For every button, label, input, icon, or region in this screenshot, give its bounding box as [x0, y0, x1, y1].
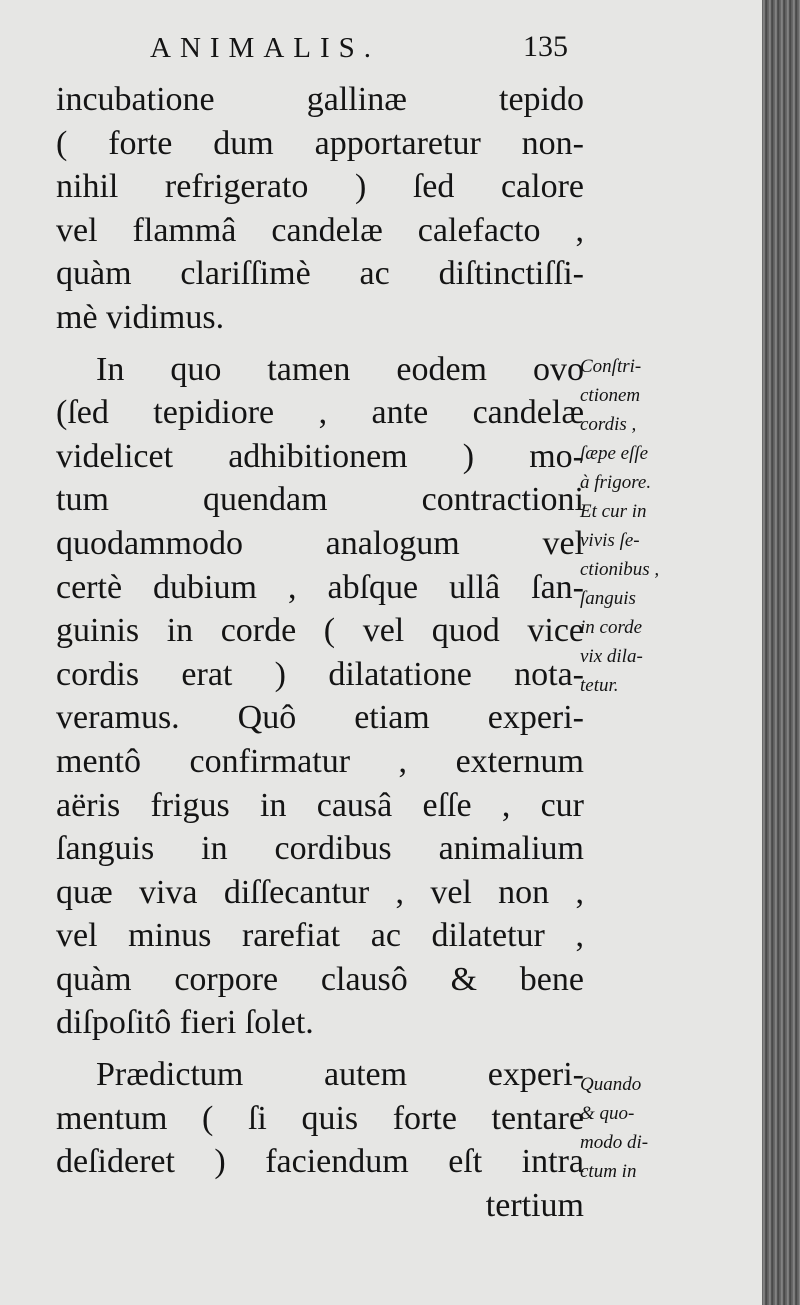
margin-note-line: Conſtri- — [580, 356, 642, 377]
text-line: diſpoſitô fieri ſolet. — [56, 1004, 314, 1042]
margin-note-line: tetur. — [580, 675, 619, 696]
text-line: ( forte dum apportaretur non- — [56, 124, 584, 162]
text-line: nihil refrigerato ) ſed calore — [56, 168, 584, 206]
text-line: In quo tamen eodem ovo — [96, 350, 584, 388]
text-line: (ſed tepidiore , ante candelæ — [56, 394, 584, 432]
text-line: mentô confirmatur , externum — [56, 742, 584, 780]
text-line: deſideret ) faciendum eſt intra — [56, 1143, 584, 1181]
paragraph-1 — [56, 78, 584, 340]
margin-note-line: Quando — [580, 1074, 642, 1095]
text-line: quodammodo analogum vel — [56, 524, 584, 562]
margin-note-line: ctionibus , — [580, 559, 660, 580]
paragraph-3 — [56, 1053, 584, 1227]
margin-note-line: vix dila- — [580, 646, 643, 667]
margin-note-line: à frigore. — [580, 472, 652, 493]
text-line: videlicet adhibitionem ) mo- — [56, 437, 584, 475]
margin-note-line: ctionem — [580, 385, 641, 406]
text-line: aëris frigus in causâ eſſe , cur — [56, 786, 584, 824]
text-line: quæ viva diſſecantur , vel non , — [56, 873, 584, 911]
margin-note-line: cordis , — [580, 414, 637, 435]
text-line: vel flammâ candelæ calefacto , — [56, 211, 584, 249]
text-line: Prædictum autem experi- — [96, 1056, 584, 1094]
margin-note-line: vivis ſe- — [580, 530, 640, 551]
margin-note-line: in corde — [580, 617, 643, 638]
page-header — [140, 28, 580, 72]
text-line: certè dubium , abſque ullâ ſan- — [56, 568, 584, 606]
margin-note-line: ſæpe eſſe — [580, 443, 649, 464]
text-line: vel minus rarefiat ac dilatetur , — [56, 917, 584, 955]
text-line: quàm corpore clausô & bene — [56, 960, 584, 998]
text-line: mè vidimus. — [56, 298, 225, 336]
margin-note-line: Et cur in — [580, 501, 647, 522]
text-line: veramus. Quô etiam experi- — [56, 699, 584, 737]
text-line: guinis in corde ( vel quod vice — [56, 612, 584, 650]
main-text — [56, 78, 584, 1227]
page-number: 135 — [523, 30, 568, 63]
margin-note-line: ctum in — [580, 1161, 637, 1182]
margin-note-line: & quo- — [580, 1103, 635, 1124]
paragraph-2 — [56, 348, 584, 1046]
text-line: tum quendam contractioni — [56, 481, 584, 519]
margin-note-line: modo di- — [580, 1132, 649, 1153]
text-line: mentum ( ſi quis forte tentare — [56, 1099, 584, 1137]
book-page-edge — [762, 0, 800, 1305]
text-line: ſanguis in cordibus animalium — [56, 830, 584, 868]
text-line: cordis erat ) dilatatione nota- — [56, 655, 584, 693]
margin-note-1 — [580, 352, 700, 700]
catchword: tertium — [485, 1186, 584, 1224]
text-line: incubatione gallinæ tepido — [56, 81, 584, 118]
running-head: ANIMALIS. — [150, 32, 381, 64]
margin-note-line: ſanguis — [580, 588, 636, 609]
margin-note-2 — [580, 1070, 700, 1186]
text-line: quàm clariſſimè ac diſtinctiſſi- — [56, 255, 584, 293]
